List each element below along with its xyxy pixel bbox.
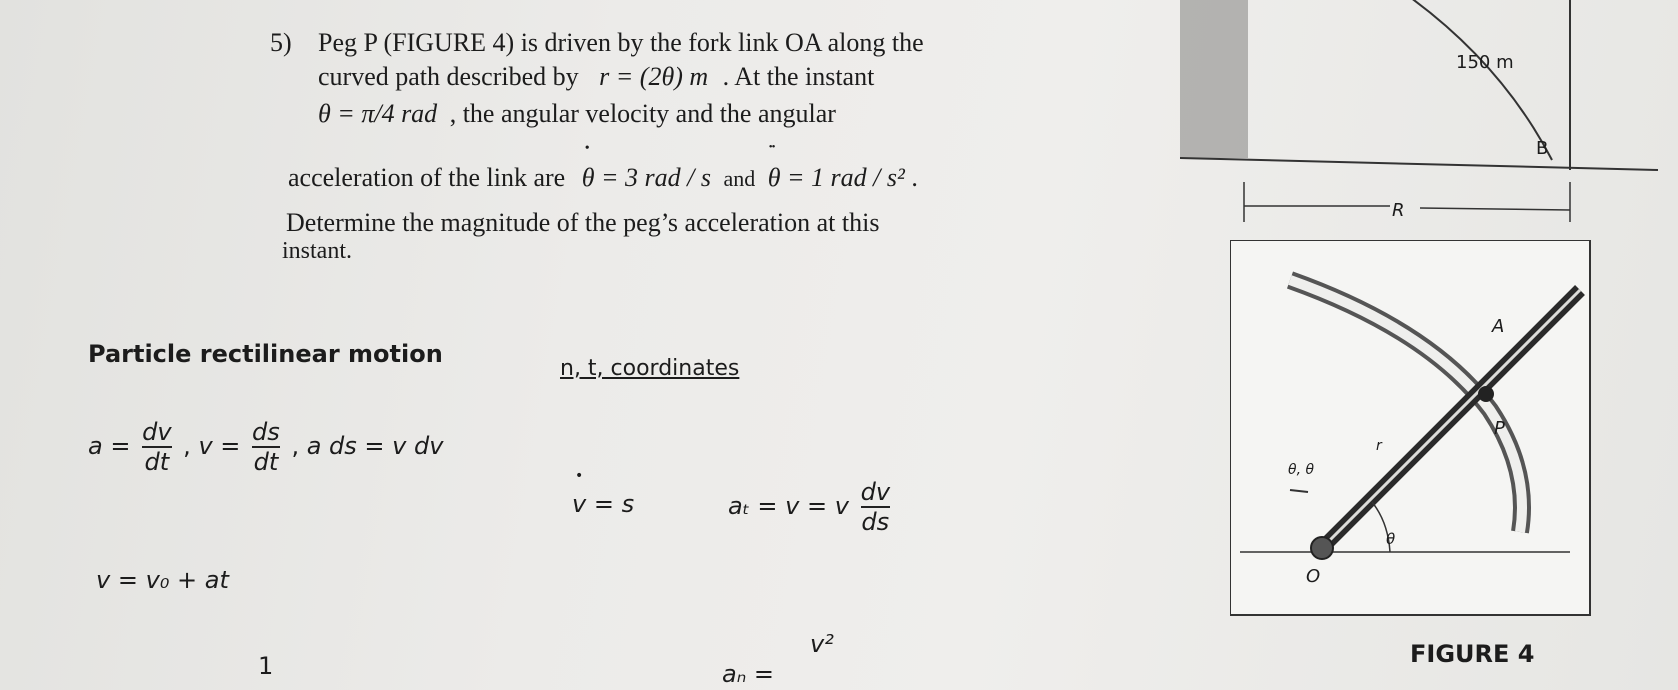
label-theta: θ (1386, 530, 1396, 548)
fraction-ds-dt (252, 418, 280, 476)
problem-line-6: instant. (282, 238, 352, 264)
problem-number: 5) (270, 28, 292, 57)
formula-a-dvdt: a = $\frac{dv}{dt}$ , v = $\frac{ds}{dt}$ , a ds = v dv (88, 418, 444, 476)
nt-heading: n, t, coordinates (560, 356, 740, 381)
formula-v-v0-at: v = v₀ + at (96, 566, 229, 594)
hatched-wall (1180, 0, 1248, 158)
formula-v-sdot: • v = s (572, 490, 634, 518)
formula-an: aₙ = (722, 660, 775, 688)
frac-num: ds (252, 418, 280, 446)
problem-line-3 (318, 99, 836, 129)
label-P: P (1494, 418, 1505, 439)
frac-den: ds (861, 508, 890, 536)
label-O: O (1306, 566, 1321, 587)
path-equation: r = (2θ) m (599, 62, 709, 91)
problem-line-2a: curved path described by (318, 62, 579, 91)
angular-velocity: • θ = 3 rad / s (582, 163, 711, 193)
frac-den: dt (142, 446, 171, 476)
angular-acceleration: •• θ = 1 rad / s² (768, 163, 905, 193)
formula-one: 1 (258, 652, 274, 680)
label-A: A (1492, 316, 1505, 337)
ground-line (1180, 158, 1658, 170)
r-dimension-right (1420, 208, 1570, 210)
curved-path (1400, 0, 1552, 160)
problem-line-2 (318, 62, 874, 92)
problem-line-4c: and (723, 166, 756, 191)
frac-den: dt (253, 448, 279, 476)
theta-value: θ = π/4 rad (318, 99, 438, 128)
problem-line-2c: . At the instant (722, 62, 875, 91)
label-150m: 150 m (1456, 52, 1514, 73)
problem-line-4 (288, 163, 918, 193)
figure-frame (1230, 240, 1590, 615)
fraction-dv-dt (142, 418, 171, 476)
ads-formula: a ds = v dv (306, 432, 444, 460)
formula-at (728, 478, 894, 536)
problem-line-4a: acceleration of the link are (288, 163, 566, 192)
pivot-O (1311, 537, 1333, 559)
a-prefix: a = (88, 432, 131, 460)
peg-P (1478, 386, 1494, 402)
figure-caption: FIGURE 4 (1410, 640, 1535, 668)
problem-line-1: Peg P (FIGURE 4) is driven by the fork link OA along the (318, 28, 924, 57)
problem-line-5: Determine the magnitude of the peg’s acceleration at this (286, 208, 880, 237)
rectilinear-heading: Particle rectilinear motion (88, 340, 443, 368)
frac-num: dv (142, 418, 172, 446)
fraction-dv-ds (861, 478, 890, 536)
v-prefix: v = (198, 432, 241, 460)
problem-line-4e: . (911, 163, 918, 192)
at-prefix: aₜ = v = v (728, 492, 849, 520)
road-curve-figure (1180, 0, 1678, 240)
formula-v-squared: v² (810, 630, 834, 658)
label-theta-dots: θ, θ (1288, 462, 1315, 478)
label-r: r (1376, 438, 1382, 454)
frac-num: dv (860, 478, 891, 506)
label-B: B (1536, 138, 1549, 159)
problem-line-3b: , the angular velocity and the angular (449, 99, 836, 128)
fork-link-figure (1230, 240, 1650, 625)
label-R: R (1392, 200, 1405, 221)
